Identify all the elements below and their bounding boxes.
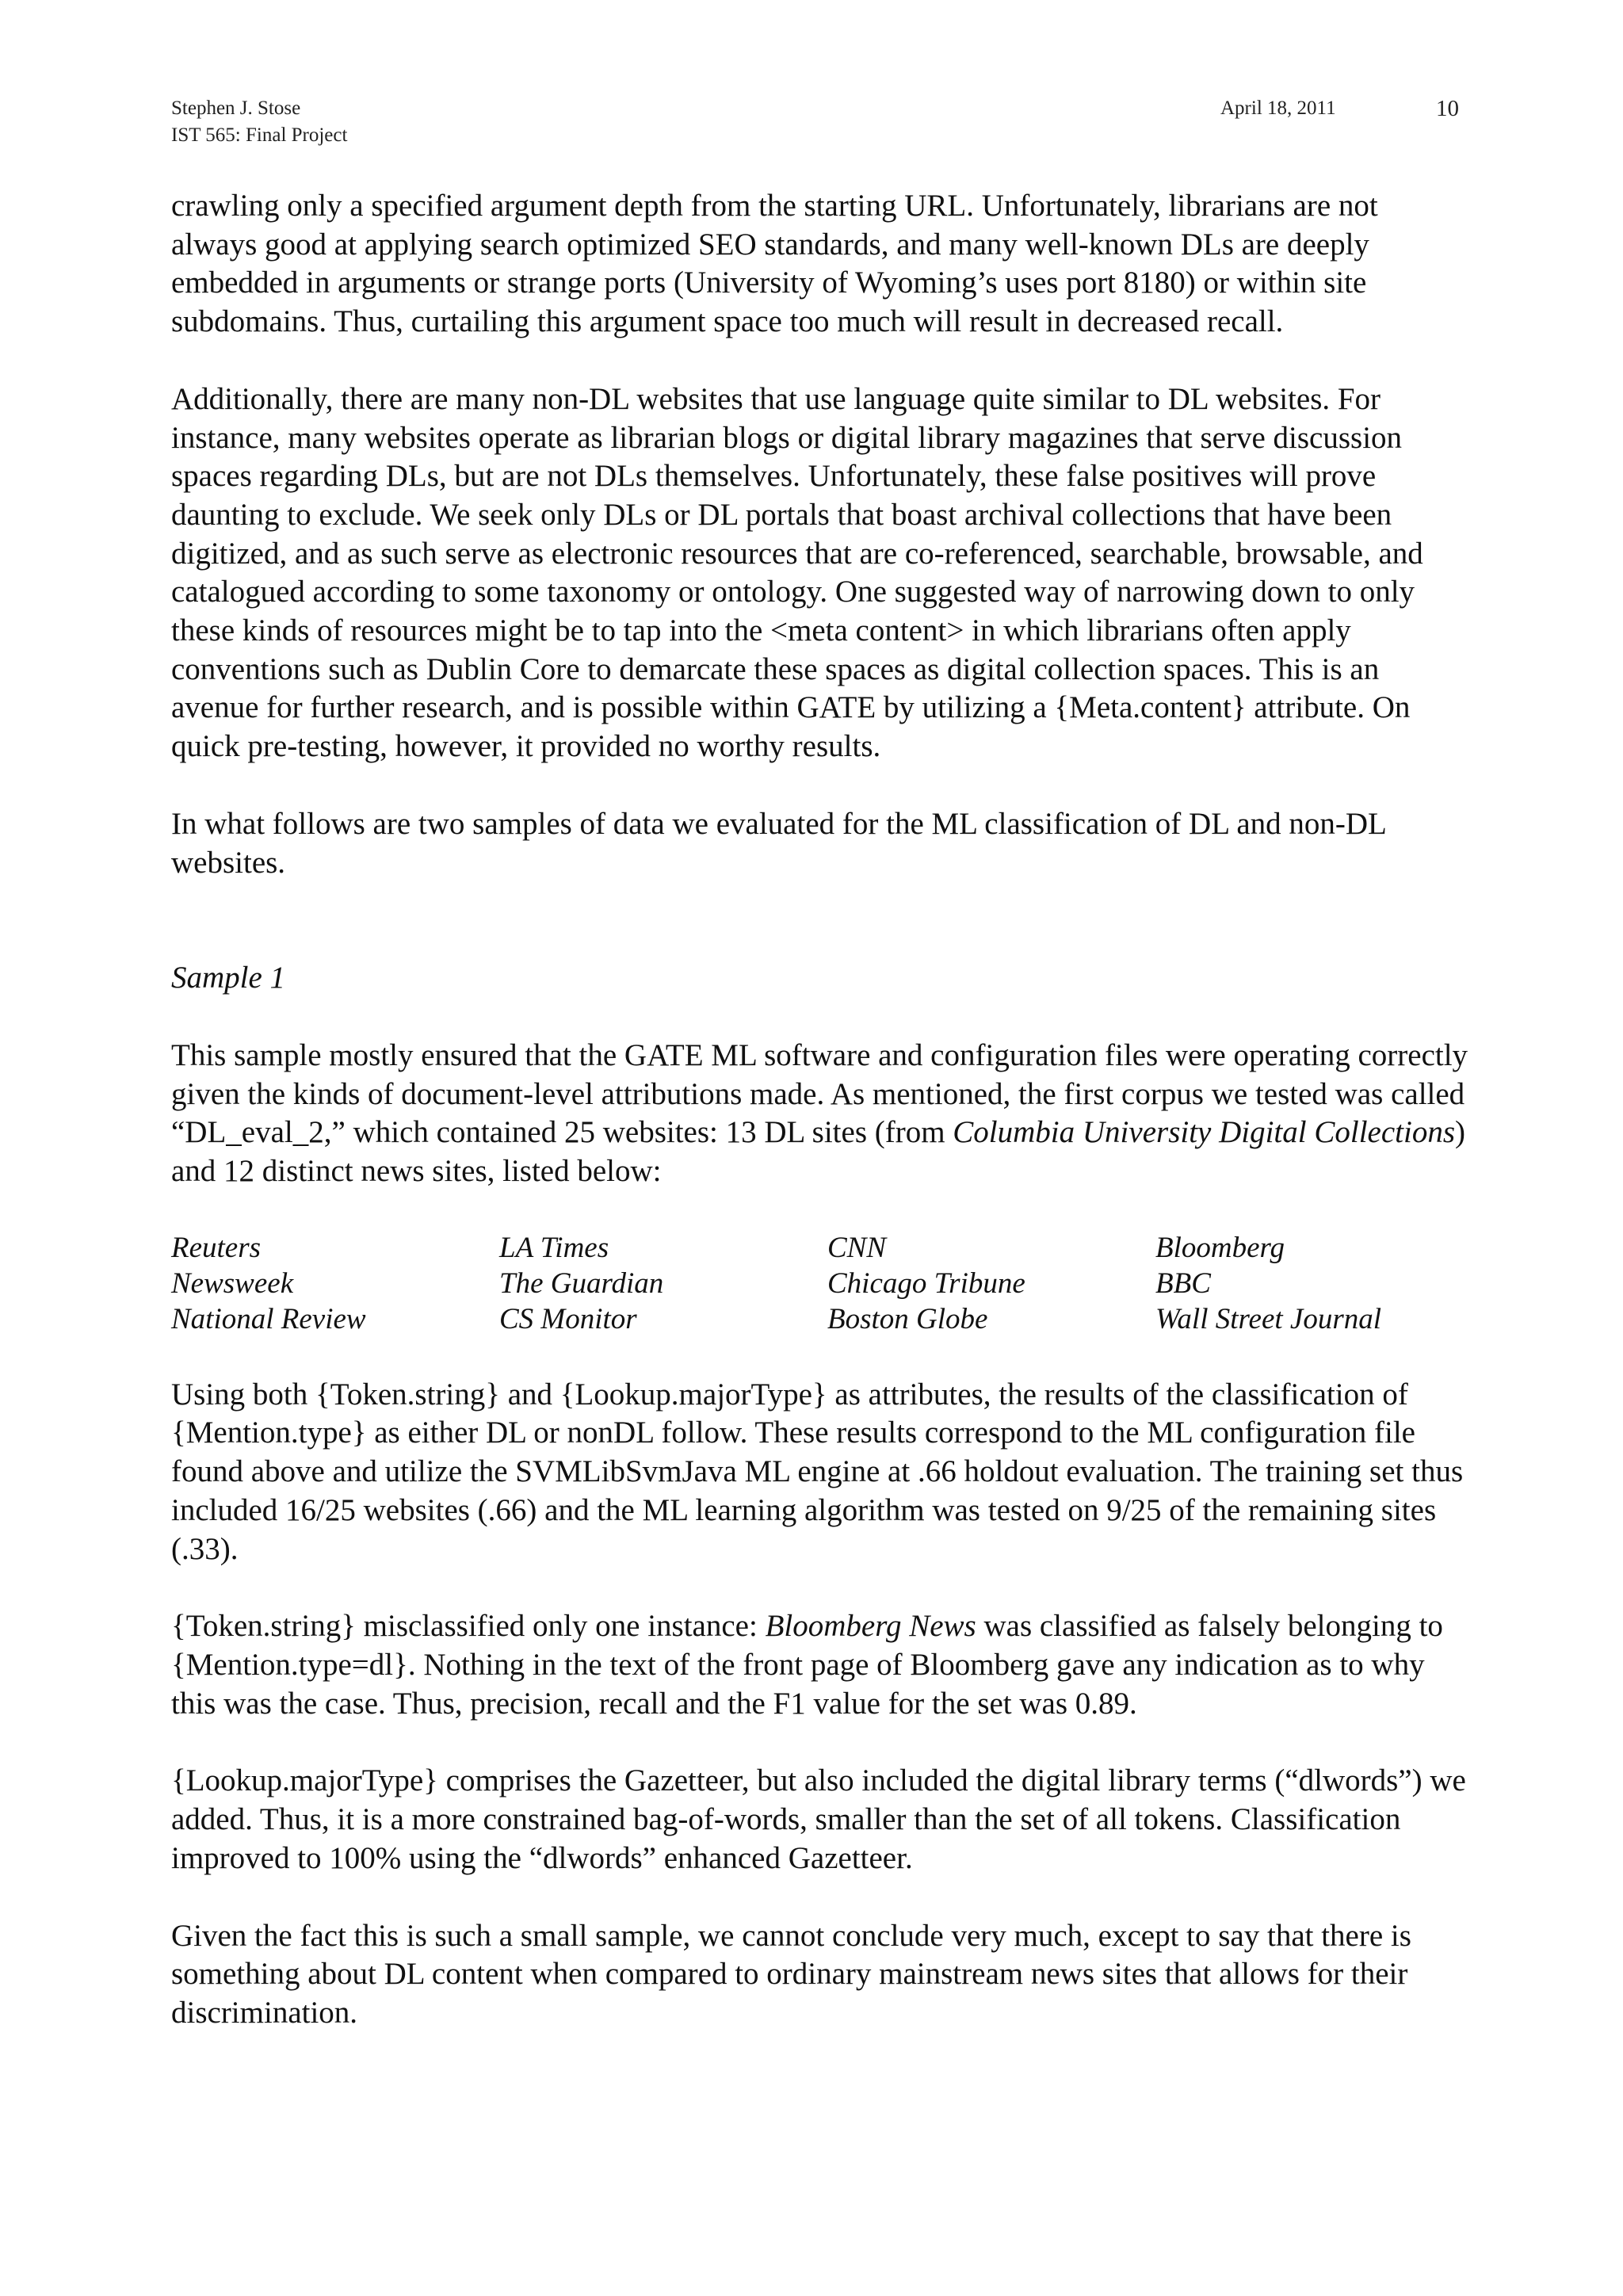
news-site: BBC bbox=[1155, 1266, 1211, 1300]
document-body bbox=[171, 187, 1471, 2033]
paragraph-2: Additionally, there are many non-DL websites that use language quite similar to DL websites. For instance, many websites operate as librarian blogs or digital library magazines that serve discussion spaces regarding DLs, but are not DLs themselves. Unfortunately, these false positives will prove daunting to exclude. We seek only DLs or DL portals that boast archival collections that have been digitized, and as such serve as electronic resources that are co-referenced, searchable, browsable, and catalogued according to some taxonomy or ontology. One suggested way of narrowing down to only these kinds of resources might be to tap into the <meta content> in which librarians often apply conventions such as Dublin Core to demarcate these spaces as digital collection spaces. This is an avenue for further research, and is possible within GATE by utilizing a {Meta.content} attribute. On quick pre-testing, however, it provided no worthy results. bbox=[171, 381, 1423, 764]
paragraph-7: {Lookup.majorType} comprises the Gazetteer, but also included the digital library terms (“dlwords”) we added. Thus, it is a more constrained bag-of-words, smaller than the set of all tokens. Classification improved to 100% using the “dlwords” enhanced Gazetteer. bbox=[171, 1763, 1466, 1875]
news-sites-list bbox=[171, 1230, 1471, 1337]
paragraph-1: crawling only a specified argument depth from the starting URL. Unfortunately, librarians are not always good at applying search optimized SEO standards, and many well-known DLs are deeply embedded in arguments or strange ports (University of Wyoming’s uses port 8180) or within site subdomains. Thus, curtailing this argument space too much will result in decreased recall. bbox=[171, 189, 1378, 339]
paragraph-4: This sample mostly ensured that the GATE ML software and configuration files were operating correctly given the kinds of document-level attributions made. As mentioned, the first corpus we tested was called “DL_eval_2,” which contained 25 websites: 13 DL sites (from Columbia University Digital Collections) and 12 distinct news sites, listed below: bbox=[171, 1037, 1468, 1189]
paragraph-8: Given the fact this is such a small sample, we cannot conclude very much, except to say that there is something about DL content when compared to ordinary mainstream news sites that allows for their discrimination. bbox=[171, 1918, 1411, 2030]
italic-collection-name: Columbia University Digital Collections bbox=[953, 1115, 1456, 1150]
news-site: LA Times bbox=[499, 1231, 609, 1264]
italic-bloomberg-news: Bloomberg News bbox=[765, 1609, 976, 1644]
news-site: Newsweek bbox=[171, 1266, 294, 1300]
news-site: Reuters bbox=[171, 1231, 262, 1264]
header-left bbox=[171, 95, 347, 149]
header-course: IST 565: Final Project bbox=[171, 124, 348, 146]
news-site: Bloomberg bbox=[1155, 1231, 1285, 1264]
header-date: April 18, 2011 bbox=[1220, 97, 1336, 119]
paragraph-6: {Token.string} misclassified only one instance: Bloomberg News was classified as falsely belonging to {Mention.type=dl}. Nothing in the text of the front page of Bloomberg gave any indication as to why this was the case. Thus, precision, recall and the F1 value for the set was 0.89. bbox=[171, 1609, 1443, 1721]
header-author: Stephen J. Stose bbox=[171, 97, 301, 119]
news-site: National Review bbox=[171, 1302, 366, 1335]
news-site: Wall Street Journal bbox=[1155, 1302, 1382, 1335]
section-heading: Sample 1 bbox=[171, 961, 286, 995]
paragraph-5: Using both {Token.string} and {Lookup.majorType} as attributes, the results of the classification of {Mention.type} as either DL or nonDL follow. These results correspond to the ML configuration file found above and utilize the SVMLibSvmJava ML engine at .66 holdout evaluation. The training set thus included 16/25 websites (.66) and the ML learning algorithm was tested on 9/25 of the remaining sites (.33). bbox=[171, 1377, 1464, 1566]
news-site: Boston Globe bbox=[827, 1302, 988, 1335]
page-number: 10 bbox=[1436, 96, 1459, 121]
paragraph-3: In what follows are two samples of data we evaluated for the ML classification of DL and non-DL websites. bbox=[171, 806, 1386, 880]
news-site: Chicago Tribune bbox=[827, 1266, 1025, 1300]
news-site: CS Monitor bbox=[499, 1302, 637, 1335]
news-site: CNN bbox=[827, 1231, 887, 1264]
news-site: The Guardian bbox=[499, 1266, 664, 1300]
